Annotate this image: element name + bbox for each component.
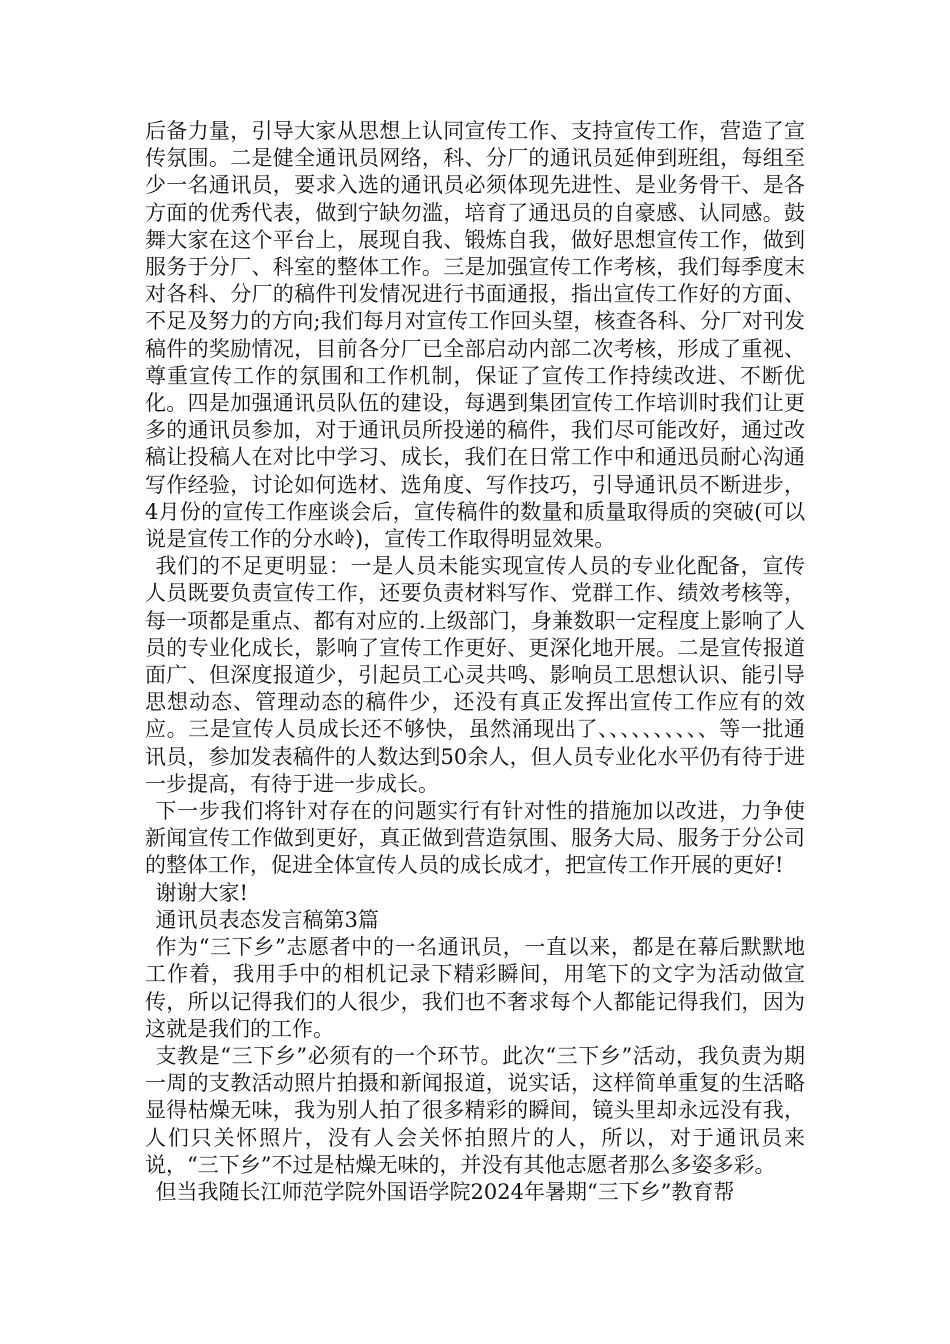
paragraph-next-steps: 下一步我们将针对存在的问题实行有针对性的措施加以改进，力争使新闻宣传工作做到更好，真正做到营造氛围、服务大局、服务于分公司的整体工作，促进全体宣传人员的成长成才，把宣传工作开展的更好! — [145, 799, 805, 878]
section-heading: 通讯员表态发言稿第3篇 — [155, 907, 379, 932]
paragraph-shortcomings: 我们的不足更明显：一是人员未能实现宣传人员的专业化配备，宣传人员既要负责宣传工作，还要负责材料写作、党群工作、绩效考核等，每一项都是重点、都有对应的.上级部门，身兼数职一定程度上影响了人员的专业化成长，影响了宣传工作更好、更深化地开展。二是宣传报道面广、但深度报道少，引起员工心灵共鸣、影响员工思想认识、能引导思想动态、管理动态的稿件少，还没有真正发挥出宣传工作应有的效应。三是宣传人员成长还不够快，虽然涌现出了、、、、、、、、、、等一批通讯员，参加发表稿件的人数达到50余人，但人员专业化水平仍有待于进一步提高，有待于进一步成长。 — [145, 554, 805, 796]
paragraph-volunteer-intro: 作为“三下乡”志愿者中的一名通讯员，一直以来，都是在幕后默默地工作着，我用手中的相机记录下精彩瞬间，用笔下的文字为活动做宣传，所以记得我们的人很少，我们也不奢求每个人都能记得我们，因为这就是我们的工作。 — [145, 935, 805, 1041]
paragraph-teaching: 支教是“三下乡”必须有的一个环节。此次“三下乡”活动，我负责为期一周的支教活动照片拍摄和新闻报道，说实话，这样简单重复的生活略显得枯燥无味，我为别人拍了很多精彩的瞬间，镜头里却永远没有我，人们只关怀照片，没有人会关怀拍照片的人，所以，对于通讯员来说，“三下乡”不过是枯燥无味的，并没有其他志愿者那么多姿多彩。 — [145, 1043, 805, 1177]
paragraph-publicity-measures: 后备力量，引导大家从思想上认同宣传工作、支持宣传工作，营造了宣传氛围。二是健全通讯员网络，科、分厂的通讯员延伸到班组，每组至少一名通讯员，要求入选的通讯员必须体现先进性、是业务骨干、是各方面的优秀代表，做到宁缺勿滥，培育了通迅员的自豪感、认同感。鼓舞大家在这个平台上，展现自我、锻炼自我，做好思想宣传工作，做到服务于分厂、科室的整体工作。三是加强宣传工作考核，我们每季度末对各科、分厂的稿件刊发情况进行书面通报，指出宣传工作好的方面、不足及努力的方向;我们每月对宣传工作回头望，核查各科、分厂对刊发稿件的奖励情况，目前各分厂已全部启动内部二次考核，形成了重视、尊重宣传工作的氛围和工作机制，保证了宣传工作持续改进、不断优化。四是加强通讯员队伍的建设，每遇到集团宣传工作培训时我们让更多的通讯员参加，对于通讯员所投递的稿件，我们尽可能改好，通过改稿让投稿人在对比中学习、成长，我们在日常工作中和通迅员耐心沟通写作经验，讨论如何选材、选角度、写作技巧，引导通讯员不断进步，4月份的宣传工作座谈会后，宣传稿件的数量和质量取得质的突破(可以说是宣传工作的分水岭)，宣传工作取得明显效果。 — [145, 119, 805, 552]
document-body — [145, 118, 805, 1206]
paragraph-continuation: 但当我随长江师范学院外国语学院2024年暑期“三下乡”教育帮 — [155, 1179, 735, 1204]
paragraph-thanks: 谢谢大家! — [155, 880, 248, 905]
